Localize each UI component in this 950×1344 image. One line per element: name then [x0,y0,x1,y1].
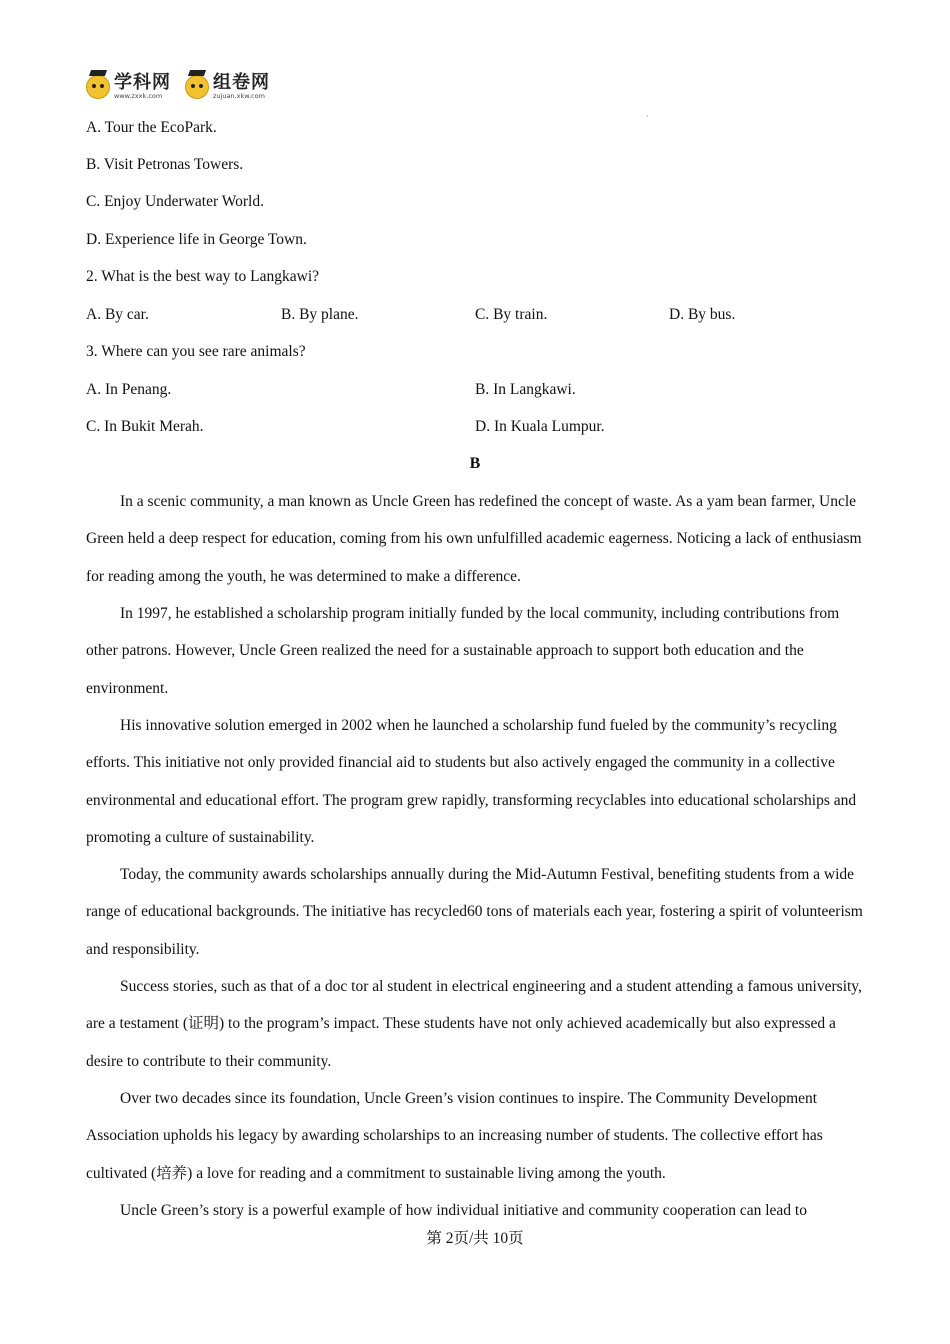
q3-stem: 3. Where can you see rare animals? [86,343,306,360]
paragraph: Over two decades since its foundation, Uncle Green’s vision continues to inspire. The Community Development Association upholds his legacy by awarding scholarships to an increasing number of students. The collective effort has cultivated (培养) a love for reading and a commitment to sustainable living among the youth. [86,1090,823,1182]
paragraph: In a scenic community, a man known as Uncle Green has redefined the concept of waste. As a yam bean farmer, Uncle Green held a deep respect for education, coming from his own unfulfilled academic eagerness. Noticing a lack of enthusiasm for reading among the youth, he was determined to make a difference. [86,493,862,585]
q3-option-a: A. In Penang. [86,381,172,398]
q2-option-d: D. By bus. [669,306,736,323]
mascot-icon [185,75,209,99]
logo-title: 组卷网 [213,72,270,94]
logo-url: www.zxxk.com [114,92,163,101]
logo-title: 学科网 [114,72,171,94]
logo-url: zujuan.xkw.com [213,92,265,101]
stray-dot: · [646,112,649,121]
q2-option-c: C. By train. [475,306,548,323]
q1-option-d: D. Experience life in George Town. [86,231,307,248]
q3-option-d: D. In Kuala Lumpur. [475,418,605,435]
paragraph: Today, the community awards scholarships annually during the Mid-Autumn Festival, benefiting students from a wide range of educational backgrounds. The initiative has recycled60 tons of materials each year, fostering a spirit of volunteerism and responsibility. [86,866,863,958]
q1-option-a: A. Tour the EcoPark. [86,119,217,136]
q1-option-b: B. Visit Petronas Towers. [86,156,244,173]
q2-option-b: B. By plane. [281,306,359,323]
paragraph: Success stories, such as that of a doc tor al student in electrical engineering and a student attending a famous university, are a testament (证明) to the program’s impact. These students have not only achieved academically but also expressed a desire to contribute to their community. [86,978,862,1070]
q3-option-c: C. In Bukit Merah. [86,418,204,435]
q3-option-b: B. In Langkawi. [475,381,576,398]
paragraph: His innovative solution emerged in 2002 when he launched a scholarship fund fueled by the community’s recycling efforts. This initiative not only provided financial aid to students but also actively engaged the community in a collective environmental and educational effort. The program grew rapidly, transforming recyclables into educational scholarships and promoting a culture of sustainability. [86,717,857,846]
paragraph: In 1997, he established a scholarship program initially funded by the local community, including contributions from other patrons. However, Uncle Green realized the need for a sustainable approach to support both education and the environment. [86,605,840,697]
q1-option-c: C. Enjoy Underwater World. [86,193,264,210]
q2-stem: 2. What is the best way to Langkawi? [86,268,320,285]
paragraph: Uncle Green’s story is a powerful example of how individual initiative and community cooperation can lead to [120,1202,807,1219]
page-footer: 第 2页/共 10页 [426,1230,524,1247]
header-logos [86,70,270,104]
logo-zxxk [86,74,171,100]
q2-option-a: A. By car. [86,306,149,323]
mascot-icon [86,75,110,99]
section-heading: B [469,455,481,472]
logo-zujuan [185,74,270,100]
